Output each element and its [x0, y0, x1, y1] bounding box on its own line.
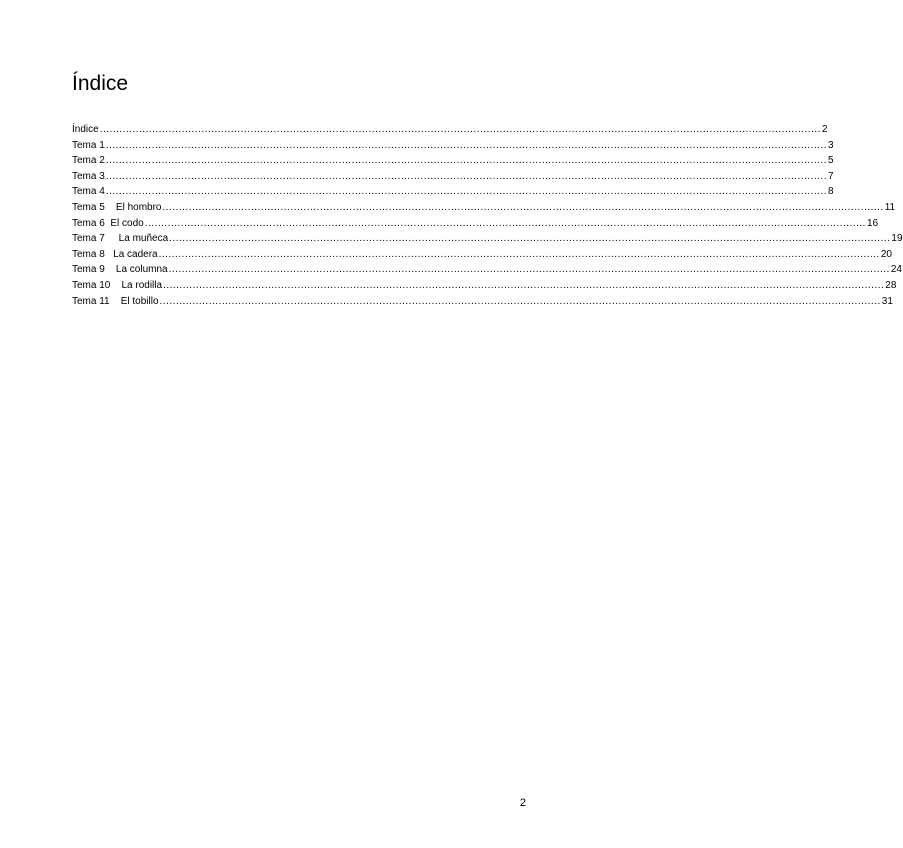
toc-entry[interactable] — [72, 247, 892, 263]
toc-entry-label: Tema 4 — [72, 186, 105, 198]
toc-entry[interactable] — [72, 169, 834, 185]
toc-entry[interactable] — [72, 184, 834, 200]
toc-dot-leader: ............................................................................................................................................................................................................................ — [105, 170, 828, 182]
toc-dot-leader: ............................................................................................................................................................................................................................ — [163, 279, 885, 291]
toc-entry[interactable] — [72, 294, 893, 310]
toc-dot-leader: ............................................................................................................................................................................................................................ — [105, 139, 828, 151]
toc-entry-page: 20 — [880, 248, 892, 260]
toc-entry-label: Tema 6 El codo — [72, 217, 144, 229]
toc-entry[interactable] — [72, 153, 834, 169]
toc-entry[interactable] — [72, 138, 834, 154]
toc-entry-page: 24 — [890, 264, 902, 276]
toc-entry-label: Tema 5 El hombro — [72, 201, 162, 213]
toc-entry[interactable] — [72, 122, 828, 138]
toc-entry-label: Tema 9 La columna — [72, 264, 168, 276]
toc-entry[interactable] — [72, 278, 897, 294]
toc-dot-leader: ............................................................................................................................................................................................................................ — [159, 295, 881, 307]
toc-entry-page: 2 — [821, 124, 828, 135]
toc-entry[interactable] — [72, 216, 879, 232]
toc-entry-page: 5 — [828, 155, 834, 167]
toc-entry-label: Tema 11 El tobillo — [72, 295, 159, 307]
toc-entry-page: 19 — [891, 233, 903, 245]
toc-dot-leader: ............................................................................................................................................................................................................................ — [168, 264, 890, 276]
toc-entry-label: Tema 3 — [72, 170, 105, 182]
toc-entry-page: 31 — [881, 295, 893, 307]
toc-entry-page: 3 — [828, 139, 834, 151]
toc-entry-label: Tema 2 — [72, 155, 105, 167]
toc-entry-label: Tema 1 — [72, 139, 105, 151]
toc-dot-leader: ............................................................................................................................................................................................................................ — [105, 186, 828, 198]
toc-entry-label: Índice — [72, 124, 99, 135]
toc-entry[interactable] — [72, 262, 902, 278]
toc-entry-label: Tema 7 La muñeca — [72, 233, 169, 245]
toc-entry-page: 16 — [866, 217, 879, 229]
toc-entry-label: Tema 8 La cadera — [72, 248, 158, 260]
toc-entry-page: 11 — [884, 201, 896, 213]
page-title: Índice — [72, 72, 129, 95]
toc-entry[interactable] — [72, 200, 896, 216]
page-number: 2 — [519, 797, 526, 809]
toc-entry-page: 7 — [828, 170, 834, 182]
toc-entry-page: 8 — [828, 186, 834, 198]
toc-entry-label: Tema 10 La rodilla — [72, 279, 163, 291]
toc-dot-leader: ............................................................................................................................................................................................................................ — [169, 233, 891, 245]
toc-entry-page: 28 — [885, 279, 897, 291]
toc-dot-leader: ............................................................................................................................................................................................................................ — [99, 124, 821, 135]
toc-dot-leader: ............................................................................................................................................................................................................................ — [144, 217, 866, 229]
toc-dot-leader: ............................................................................................................................................................................................................................ — [162, 201, 884, 213]
toc-dot-leader: ............................................................................................................................................................................................................................ — [105, 155, 828, 167]
toc-entry[interactable] — [72, 231, 903, 247]
table-of-contents — [72, 122, 903, 309]
toc-dot-leader: ............................................................................................................................................................................................................................ — [158, 248, 880, 260]
